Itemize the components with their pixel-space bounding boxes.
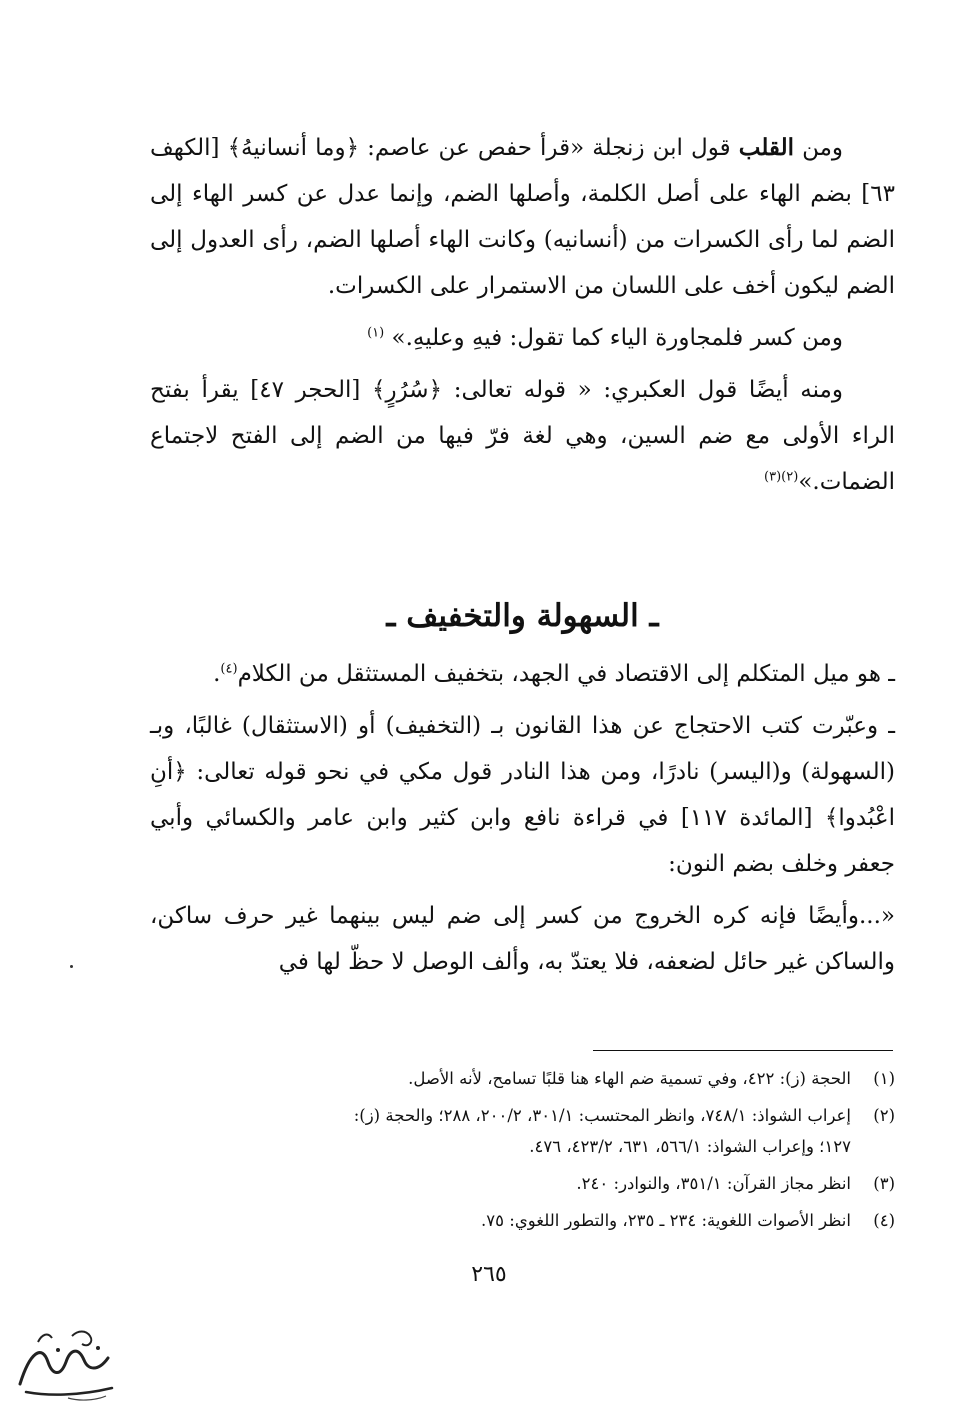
footnote-3: [150, 1168, 895, 1199]
footnote-number: (٤): [873, 1211, 895, 1230]
footnote-ref-4[interactable]: (٤): [220, 661, 238, 677]
calligraphy-stamp-icon: [8, 1322, 126, 1402]
footnote-number: (٣): [873, 1174, 895, 1193]
footnote-text: الحجة (ز): ٤٢٢، وفي تسمية ضم الهاء هنا قلبًا تسامح، لأنه الأصل.: [408, 1069, 851, 1088]
footnote-4: [150, 1205, 895, 1236]
paragraph-definition-end: .: [213, 661, 221, 687]
page-number: ٢٦٥: [471, 1262, 507, 1287]
paragraph-quote-makki: «...وأيضًا فإنه كره الخروج من كسر إلى ضم ليس بينهما غير حرف ساكن، والساكن غير حائل لضعفه، فلا يعتدّ به، وألف الوصل لا حظّ لها في: [150, 903, 895, 975]
paragraph-ihtijaj: ـ وعبّرت كتب الاحتجاج عن هذا القانون بـ (التخفيف) أو (الاستثقال) غالبًا، وبـ (السهولة) و(اليسر) نادرًا، ومن هذا النادر قول مكي في نحو قوله تعالى: ﴿أنِ اعْبُدوا﴾ [المائدة ١١٧] في قراءة نافع وابن كثير وابن عامر والكسائي وأبي جعفر وخلف بضم النون:: [150, 713, 895, 877]
paragraph-kasr: [150, 315, 895, 361]
footnote-1: [150, 1063, 895, 1094]
page-body: [150, 125, 895, 985]
footnote-text-continued: ١٢٧؛ وإعراب الشواذ: ٥٦٦/١، ٦٣١، ٤٢٣/٢، ٤٧٦.: [529, 1137, 851, 1156]
paragraph-kasr-text: ومن كسر فلمجاورة الياء كما تقول: فيهِ وعليهِ.»: [391, 325, 843, 351]
footnote-separator: [593, 1050, 893, 1051]
footnotes: [150, 1063, 895, 1242]
paragraph-qalb-lead: ومن: [793, 135, 843, 161]
footnote-text: انظر مجاز القرآن: ٣٥١/١، والنوادر: ٢٤٠.: [576, 1174, 851, 1193]
term-qalb: القلب: [738, 134, 794, 161]
paragraph-definition: [150, 651, 895, 697]
paragraph-ukbari: [150, 367, 895, 505]
footnote-ref-1[interactable]: (١): [367, 325, 385, 341]
margin-mark: [70, 965, 73, 968]
paragraph-ukbari-text: ومنه أيضًا قول العكبري: « قوله تعالى: ﴿سُرُرٍ﴾ [الحجر ٤٧] يقرأ بفتح الراء الأولى مع ضم السين، وهي لغة فرّ فيها من الضم إلى الفتح لاجتماع الضمات.»: [150, 377, 895, 495]
paragraph-definition-text: ـ هو ميل المتكلم إلى الاقتصاد في الجهد، بتخفيف المستثقل من الكلام: [237, 661, 895, 687]
paragraph-qalb-text: قول ابن زنجلة «قرأ حفص عن عاصم: ﴿وما أنسانيهُ﴾ [الكهف ٦٣] بضم الهاء على أصل الكلمة، وأصلها الضم، وإنما عدل عن كسر الهاء إلى الضم لما رأى الكسرات من (أنسانيه) وكانت الهاء أصلها الضم، رأى العدول إلى الضم ليكون أخف على اللسان من الاستمرار على الكسرات.: [150, 135, 895, 299]
footnote-2: [150, 1100, 895, 1162]
footnote-text: انظر الأصوات اللغوية: ٢٣٤ ـ ٢٣٥، والتطور اللغوي: ٧٥.: [481, 1211, 851, 1230]
footnote-number: (٢): [873, 1106, 895, 1125]
footnote-text: إعراب الشواذ: ٧٤٨/١، وانظر المحتسب: ٣٠١/١، ٢٠٠/٢، ٢٨٨؛ والحجة (ز):: [353, 1106, 851, 1125]
paragraph-qalb: [150, 125, 895, 309]
footnote-number: (١): [873, 1069, 895, 1088]
section-heading: ـ السهولة والتخفيف ـ: [386, 598, 659, 634]
footnote-ref-2-3[interactable]: (٢)(٣): [764, 469, 799, 485]
